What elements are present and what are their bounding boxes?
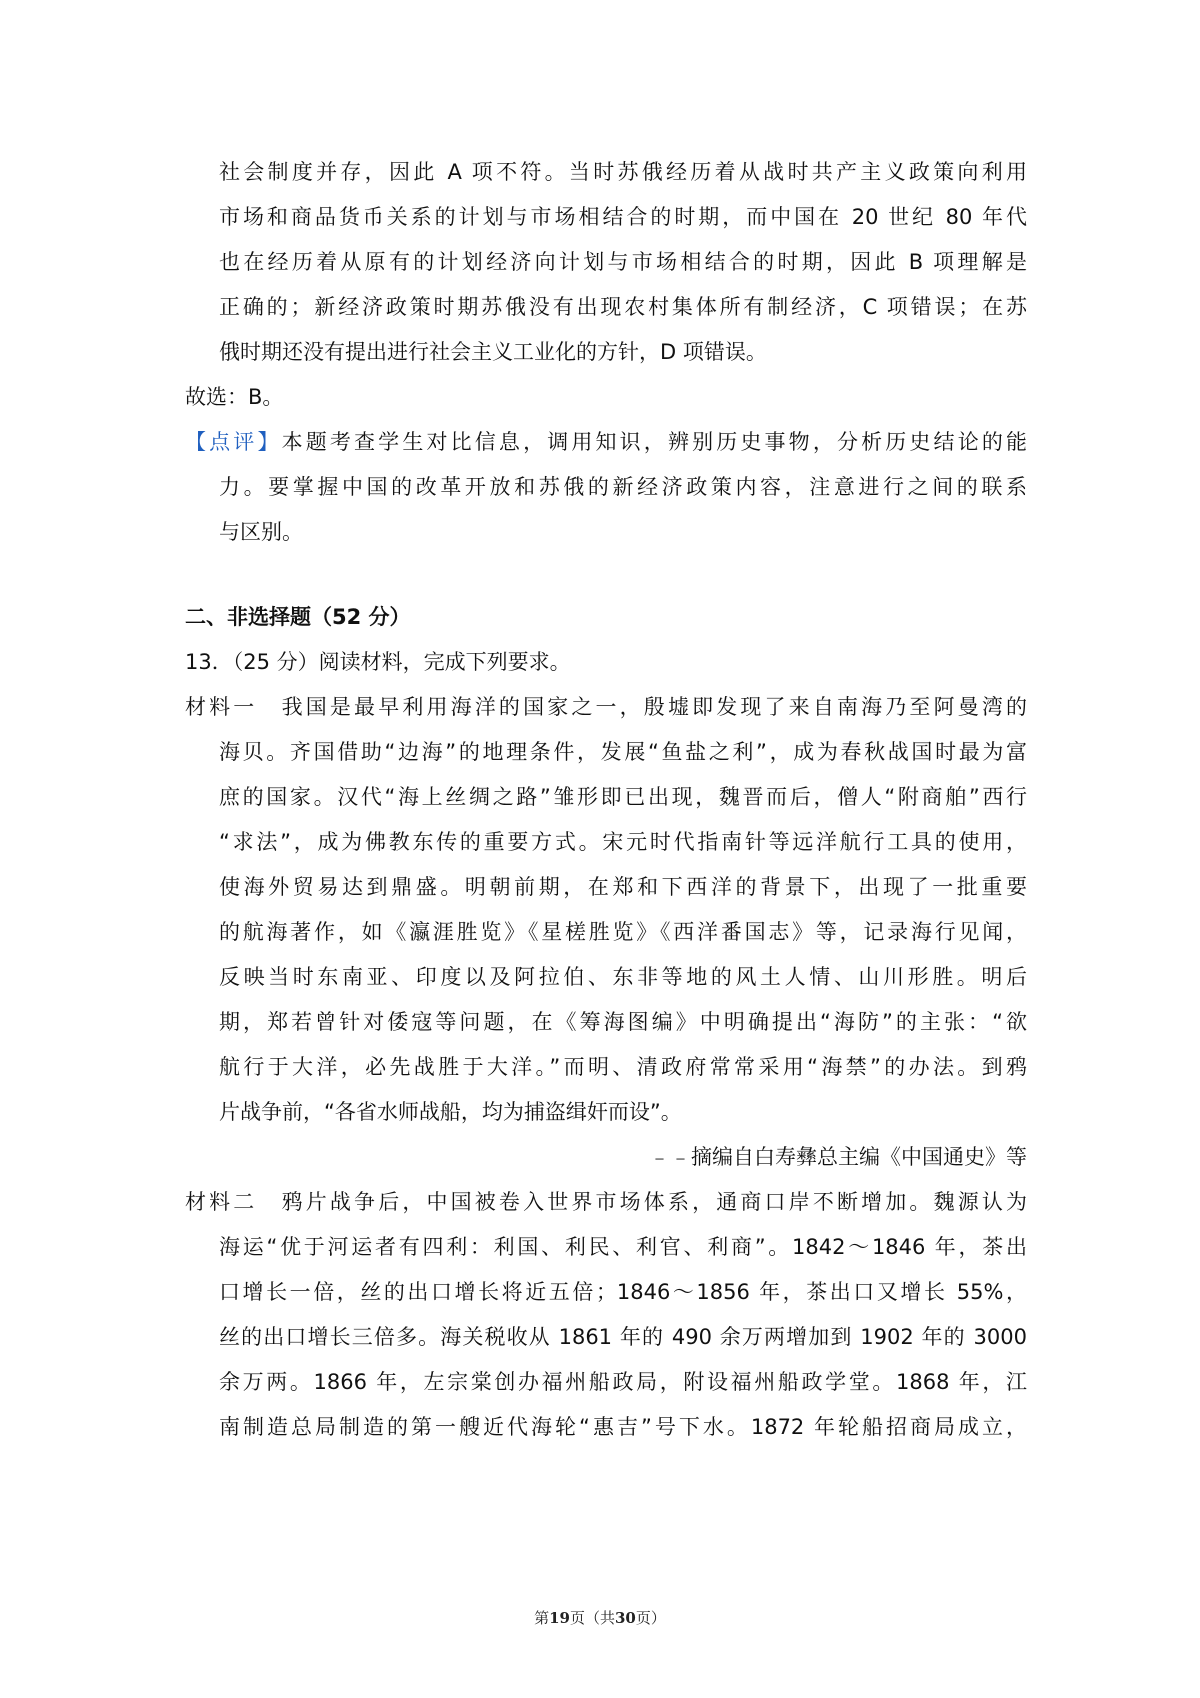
continuation-line: 市场和商品货币关系的计划与市场相结合的时期，而中国在 20 世纪 80 年代 xyxy=(219,205,1027,229)
footer-middle: 页（共 xyxy=(569,1609,615,1627)
material1-first-line xyxy=(185,685,1027,730)
comment-label: 【点评】 xyxy=(185,430,282,454)
material1-line: 使海外贸易达到鼎盛。明朝前期，在郑和下西洋的背景下，出现了一批重要 xyxy=(219,875,1027,899)
continuation-line: 正确的；新经济政策时期苏俄没有出现农村集体所有制经济，C 项错误；在苏 xyxy=(219,295,1027,319)
comment-line: 与区别。 xyxy=(219,520,303,544)
footer-total-pages: 30 xyxy=(615,1609,636,1627)
comment-text: 本题考查学生对比信息，调用知识，辨别历史事物，分析历史结论的能 xyxy=(281,430,1028,454)
page-content xyxy=(185,150,1027,1450)
footer-suffix: 页） xyxy=(635,1609,666,1627)
material1-line: 反映当时东南亚、印度以及阿拉伯、东非等地的风土人情、山川形胜。明后 xyxy=(219,965,1027,989)
material2-first-line xyxy=(185,1180,1027,1225)
material1-line: 片战争前，“各省水师战船，均为捕盗缉奸而设”。 xyxy=(219,1100,682,1124)
answer-line: 故选：B。 xyxy=(185,385,284,409)
material1-line: “求法”，成为佛教东传的重要方式。宋元时代指南针等远洋航行工具的使用， xyxy=(219,830,1027,854)
material2-line: 南制造总局制造的第一艘近代海轮“惠吉”号下水。1872 年轮船招商局成立， xyxy=(219,1415,1027,1439)
comment-line: 力。要掌握中国的改革开放和苏俄的新经济政策内容，注意进行之间的联系 xyxy=(219,475,1027,499)
material1-line: 的航海著作，如《瀛涯胜览》《星槎胜览》《西洋番国志》等，记录海行见闻， xyxy=(219,920,1027,944)
material2-text: 鸦片战争后，中国被卷入世界市场体系，通商口岸不断增加。魏源认为 xyxy=(278,1190,1028,1214)
footer-page-number: 19 xyxy=(549,1609,570,1627)
material2-line: 丝的出口增长三倍多。海关税收从 1861 年的 490 余万两增加到 1902 年的 3000 xyxy=(219,1325,1027,1349)
material1-line: 海贝。齐国借助“边海”的地理条件，发展“鱼盐之利”，成为春秋战国时最为富 xyxy=(219,740,1027,764)
material2-label: 材料二 xyxy=(185,1190,258,1214)
question-stem: 13．（25 分）阅读材料，完成下列要求。 xyxy=(185,650,571,674)
material2-line: 口增长一倍，丝的出口增长将近五倍；1846～1856 年，茶出口又增长 55%， xyxy=(219,1280,1027,1304)
section-gap xyxy=(185,555,1027,595)
material1-source: ﹣﹣摘编自白寿彝总主编《中国通史》等 xyxy=(649,1145,1027,1169)
comment-first-line xyxy=(185,420,1027,465)
section-title: 二、非选择题（52 分） xyxy=(185,605,411,629)
footer-prefix: 第 xyxy=(534,1609,550,1627)
material1-line: 期，郑若曾针对倭寇等问题，在《筹海图编》中明确提出“海防”的主张：“欲 xyxy=(219,1010,1027,1034)
material1-line: 航行于大洋，必先战胜于大洋。”而明、清政府常常采用“海禁”的办法。到鸦 xyxy=(219,1055,1027,1079)
continuation-line: 也在经历着从原有的计划经济向计划与市场相结合的时期，因此 B 项理解是 xyxy=(219,250,1027,274)
continuation-line: 社会制度并存，因此 A 项不符。当时苏俄经历着从战时共产主义政策向利用 xyxy=(219,160,1027,184)
material1-text: 我国是最早利用海洋的国家之一，殷墟即发现了来自南海乃至阿曼湾的 xyxy=(278,695,1028,719)
material2-line: 余万两。1866 年，左宗棠创办福州船政局，附设福州船政学堂。1868 年，江 xyxy=(219,1370,1027,1394)
continuation-line: 俄时期还没有提出进行社会主义工业化的方针，D 项错误。 xyxy=(219,340,767,364)
material1-line: 庶的国家。汉代“海上丝绸之路”雏形即已出现，魏晋而后，僧人“附商舶”西行 xyxy=(219,785,1027,809)
material2-line: 海运“优于河运者有四利：利国、利民、利官、利商”。1842～1846 年，茶出 xyxy=(219,1235,1027,1259)
page-footer xyxy=(0,1607,1200,1628)
material1-label: 材料一 xyxy=(185,695,258,719)
